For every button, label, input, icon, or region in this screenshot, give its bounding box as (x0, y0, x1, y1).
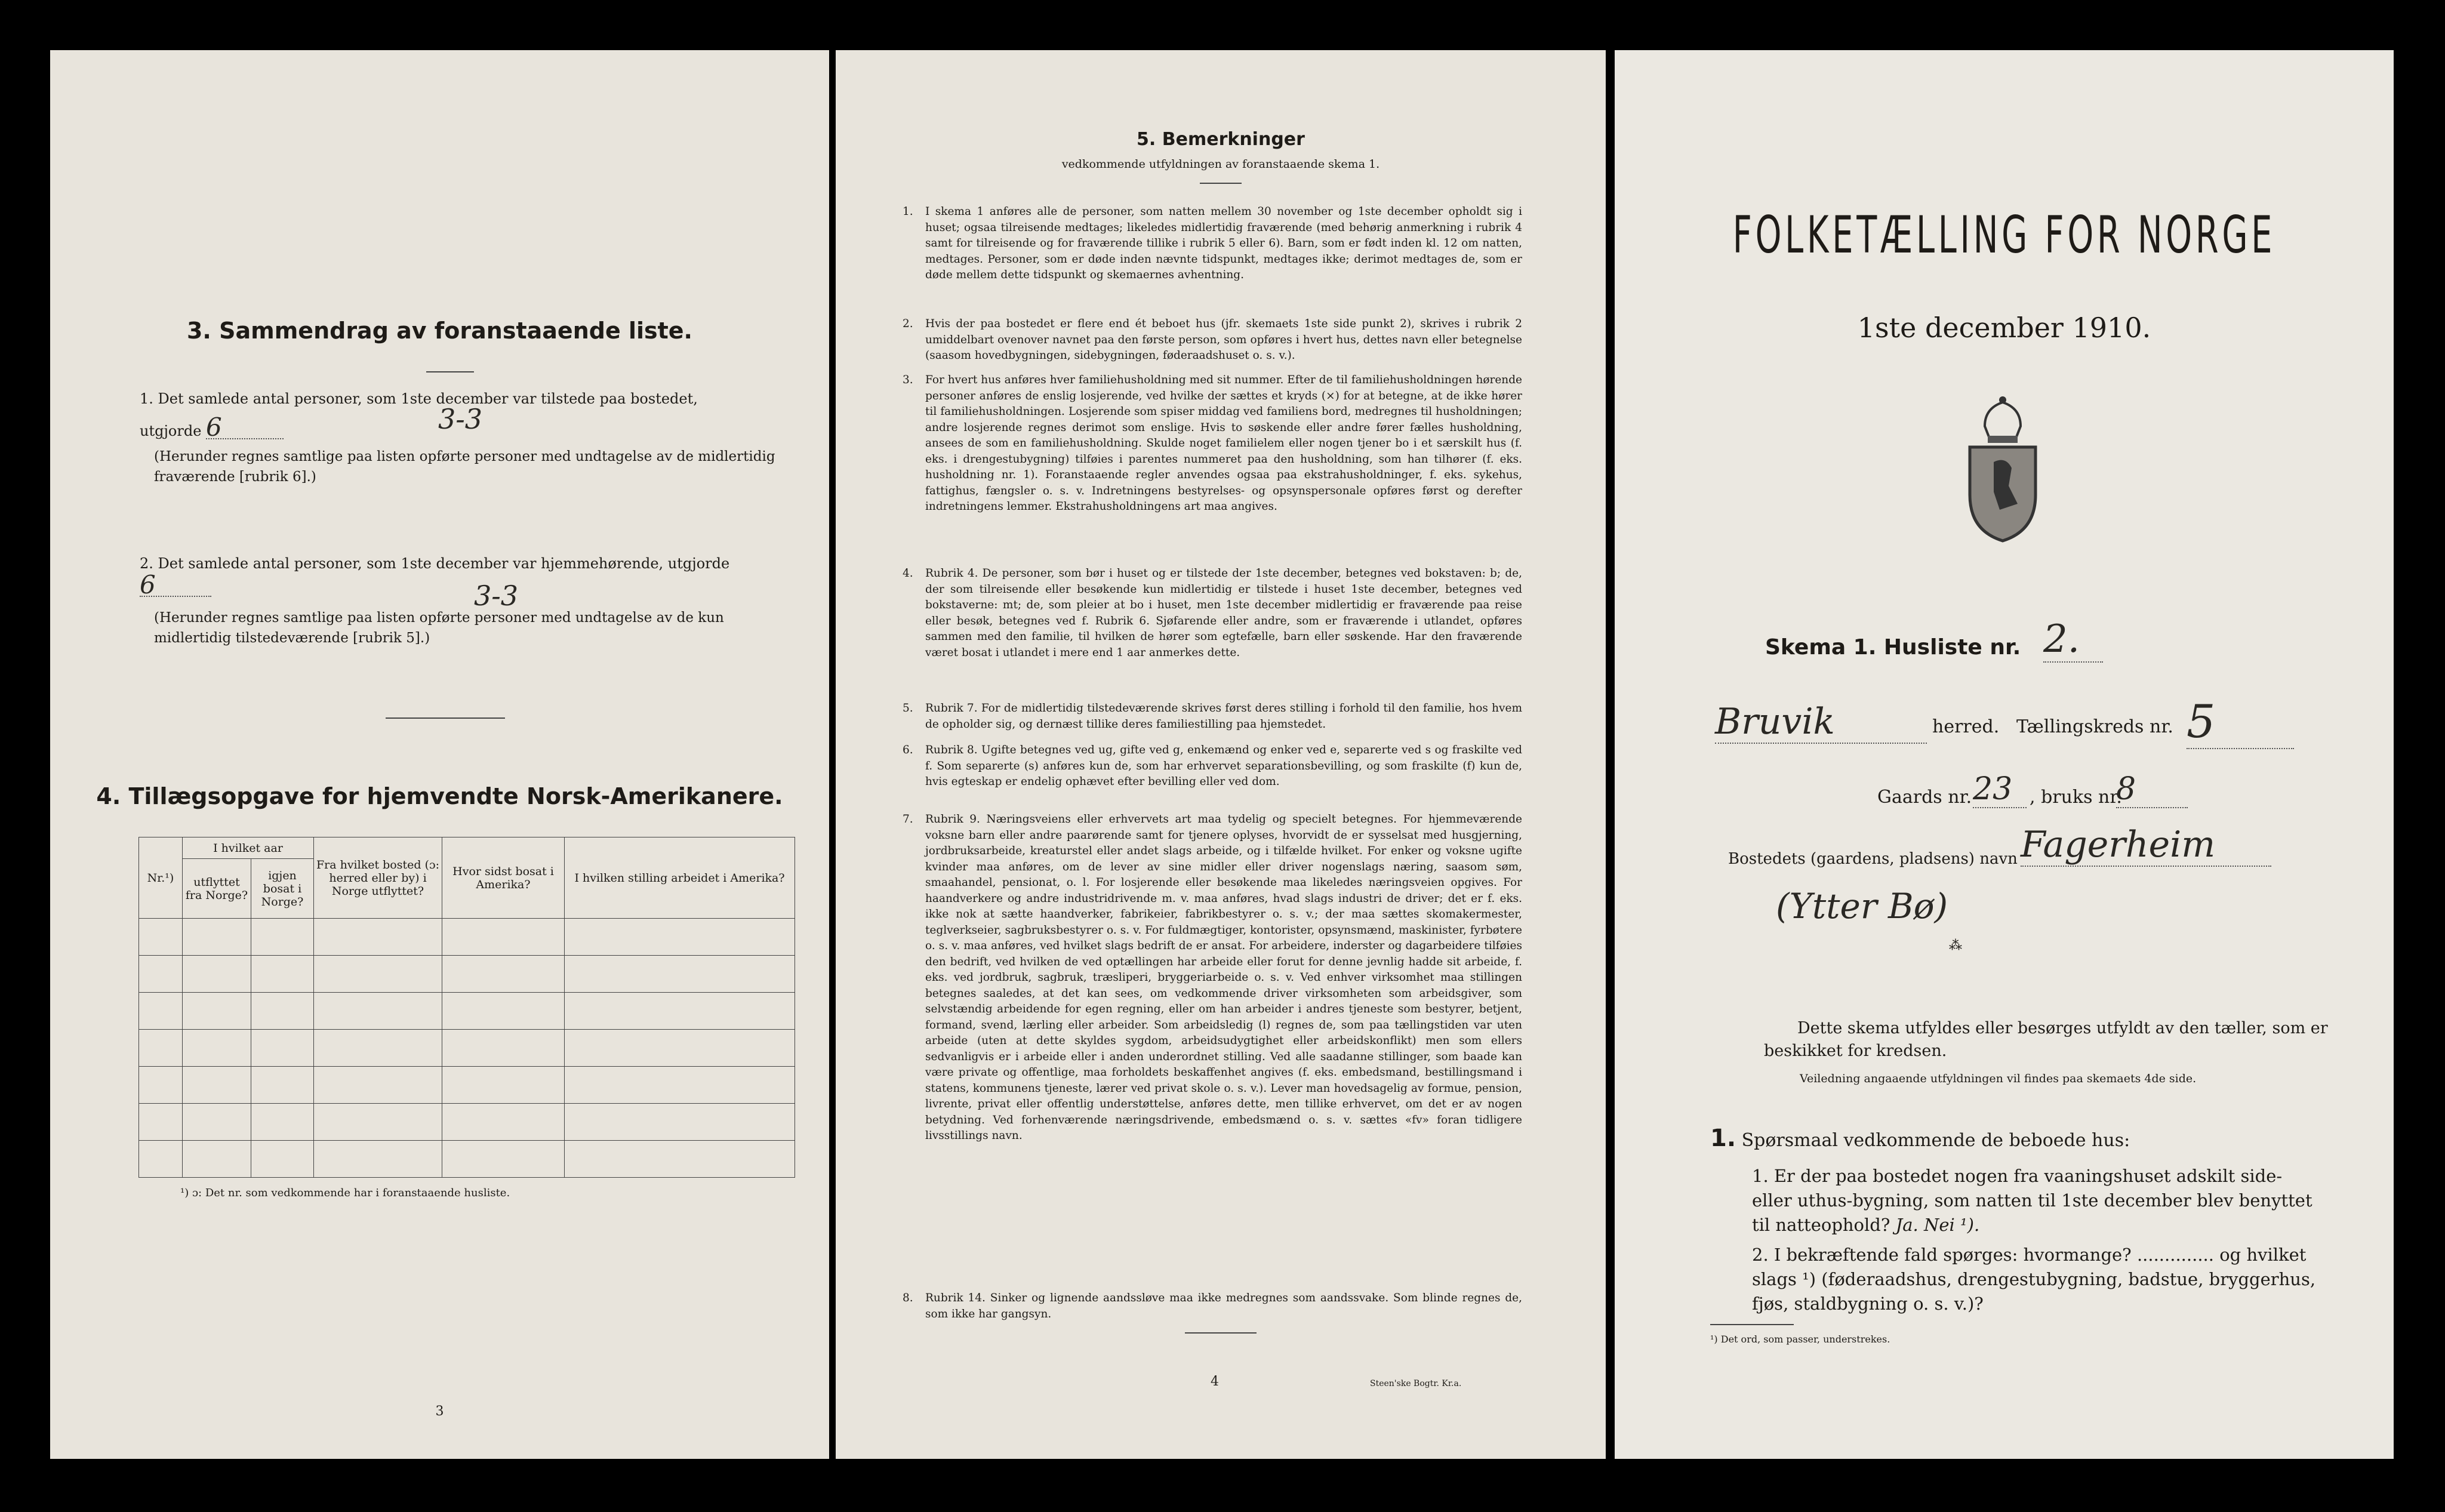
skema-label: Skema 1. Husliste nr. (1765, 635, 2021, 660)
ornament: ⁂ (1949, 938, 1966, 953)
intro-text: Dette skema utfyldes eller besørges utfyldt av den tæller, som er beskikket for kredsen. (1764, 1019, 2328, 1060)
col-fra: Fra hvilket bosted (ɔ: herred eller by) i Norge utflyttet? (314, 837, 442, 919)
item2-value: 6 (140, 574, 211, 597)
col-igjen: igjen bosat i Norge? (251, 859, 314, 919)
middle-page (836, 50, 1606, 1459)
footnote: ¹) Det ord, som passer, understrekes. (1710, 1334, 1890, 1345)
remarks-title: 5. Bemerkninger (1137, 129, 1305, 150)
table-row (139, 956, 795, 993)
item2-note: (Herunder regnes samtlige paa listen opførte personer med undtagelse av de kun midlertidig tilstedeværende [rubrik 5].) (154, 610, 724, 646)
norway-coat-of-arms-icon (1958, 384, 2047, 546)
bosted-label: Bostedets (gaardens, pladsens) navn (1728, 850, 2018, 868)
remarks-subtitle: vedkommende utfyldningen av foranstaaende skema 1. (1061, 158, 1380, 171)
summary-item-2 (140, 553, 802, 648)
item1-note: (Herunder regnes samtlige paa listen opførte personer med undtagelse av de midlertidig fraværende [rubrik 6].) (154, 449, 775, 485)
col-hvor: Hvor sidst bosat i Amerika? (442, 837, 565, 919)
gaards-line (1877, 771, 2295, 817)
gaards-label: Gaards nr. (1877, 787, 1972, 808)
kreds-label: Tællingskreds nr. (2016, 716, 2173, 737)
col-nr: Nr.¹) (139, 837, 183, 919)
divider (1185, 1332, 1257, 1334)
item2-text: 2. Det samlede antal personer, som 1ste december var hjemmehørende, utgjorde (140, 555, 730, 572)
divider (426, 371, 474, 372)
table-row (139, 919, 795, 956)
bruks-value: 8 (2116, 771, 2188, 808)
remark-item-5: 5. Rubrik 7. For de midlertidig tilstedeværende skrives først deres stilling i forhold til den familie, hos hvem de opholder sig, og dernæst tillike deres familiestilling paa hjemstedet. (903, 702, 1522, 731)
remark-item-4: 4. Rubrik 4. De personer, som bør i huset og er tilstede der 1ste december, betegnes ved bokstaven: b; de, der som tilreisende eller besøkende kun midlertidig er tilstede i huset 1ste december, betegnes ved bokstaverne: mt; de, som pleier at bo i huset, men 1ste december midlertidig er fraværende paa reise eller besøk, betegnes ved f. Rubrik 6. Sjøfarende eller andre, som er fraværende i utlandet, opføres sammen med den familie, til hvilken de hører som egtefælle, barn eller søskende. Har den fraværende været bosat i utlandet i mere end 1 aar anmerkes dette. (903, 567, 1522, 659)
item1-value: 6 (206, 417, 284, 439)
item1-handwritten: 3-3 (438, 403, 483, 435)
remark-item-8: 8. Rubrik 14. Sinker og lignende aandssløve maa ikke medregnes som aandssvake. Som blinde regnes de, som ikke har gangsyn. (903, 1292, 1522, 1320)
census-date: 1ste december 1910. (1857, 312, 2151, 344)
right-page (1615, 50, 2394, 1459)
question-2: 2. I bekræftende fald spørges: hvormange? .............. og hvilket slags ¹) (føderaadshus, drengestubygning, badstue, bryggerhus, fjøs, staldbygning o. s. v.)? (1752, 1245, 2316, 1314)
remark-item-6: 6. Rubrik 8. Ugifte betegnes ved ug, gifte ved g, enkemænd og enker ved e, separerte ved s og fraskilte ved f. Som separerte (s) anføres kun de, som har erhvervet separationsbevilling, og som fraskilte (f) kun de, hvis egteskap er endelig ophævet efter bevilling eller ved dom. (903, 744, 1522, 788)
divider (386, 717, 505, 719)
kreds-value: 5 (2187, 695, 2294, 749)
table-row (139, 1104, 795, 1141)
printer-mark: Steen'ske Bogtr. Kr.a. (1370, 1379, 1462, 1388)
gaards-value: 23 (1973, 771, 2027, 808)
herred-line (1715, 695, 2360, 749)
husliste-nr: 2. (2043, 617, 2103, 663)
census-title: FOLKETÆLLING FOR NORGE (1732, 205, 2276, 265)
col-stilling: I hvilken stilling arbeidet i Amerika? (565, 837, 795, 919)
herred-value: Bruvik (1715, 701, 1927, 744)
table-row (139, 1030, 795, 1067)
item2-handwritten: 3-3 (474, 580, 519, 612)
remark-item-3: 3. For hvert hus anføres hver familiehusholdning med sit nummer. Efter de til familiehusholdningen hørende personer anføres de enslig losjerende, ved hvilke der sættes et kryds (×) for at betegne, at de ikke hører til familiehusholdningen. Losjerende som spiser middag ved familiens bord, medregnes til husholdningen; andre losjerende regnes derimot som enslige. Hvis to søskende eller andre fører fælles husholdning, ansees de som en familiehusholdning. Skulde noget familielem eller nogen tjener bo i et særskilt hus (f. eks. i drengestubygning) tilføies i parentes nummeret paa den husholdning, som han tilhører (f. eks. husholdning nr. 1). Foranstaaende regler anvendes ogsaa paa ekstrahusholdninger, f. eks. sykehus, fattighus, fængsler o. s. v. Indretningens bestyrelses- og opsynspersonale opføres først og derefter indretningens lemmer. Ekstrahusholdningens art maa angives. (903, 374, 1522, 513)
section3-title: 3. Sammendrag av foranstaaende liste. (186, 318, 692, 344)
remark-item-7: 7. Rubrik 9. Næringsveiens eller erhvervets art maa tydelig og specielt betegnes. For hjemmeværende voksne barn eller andre paarørende samt for tjenere oplyses, hvorvidt de er sysselsat med husgjerning, jordbruksarbeide, kreaturstel eller andet slags arbeide, og i tilfælde hvilket. For enker og voksne ugifte kvinder maa anføres, om de lever av sine midler eller driver nogenslags næring, saasom søm, smaahandel, pensionat, o. l. For losjerende eller besøkende maa likeledes næringsveien opgives. For haandverkere og andre industridrivende m. v. maa anføres, hvad slags industri de driver; det er f. eks. ikke nok at sætte haandverker, fabrikeier, fabrikbestyrer o. s. v.; der maa sættes skomakermester, teglverkseier, sagbruksbestyrer o. s. v. For fuldmægtiger, kontorister, opsynsmænd, maskinister, fyrbøtere o. s. v. maa anføres, ved hvilket slags bedrift de er ansat. For arbeidere, inderster og dagarbeidere tilføies den bedrift, ved hvilken de ved optællingen har arbeide eller forut for denne jevnlig hadde sit arbeide, f. eks. ved jordbruk, sagbruk, træsliperi, bryggeriarbeide o. s. v. Ved enhver virksomhet maa stillingen betegnes saaledes, at det kan sees, om vedkommende driver virksomheten som arbeidsgiver, som selvstændig arbeidende for egen regning, eller om han arbeider i andres tjeneste som bestyrer, betjent, formand, svend, lærling eller arbeider. Som arbeidsledig (l) regnes de, som paa tællingstiden var uten arbeide (uten at dette skyldes sygdom, arbeidsudygtighet eller arbeidskonflikt) men som ellers sedvanligvis er i arbeide eller i anden underordnet stilling. Ved alle saadanne stillinger, som baade kan være private og offentlige, maa forholdets beskaffenhet angives (f. eks. embedsmand, bestillingsmand i statens, kommunens tjeneste, lærer ved privat skole o. s. v.). Lever man hovedsagelig av formue, pension, livrente, privat eller offentlig understøttelse, anføres dette, men tillike erhvervet, om det er av nogen betydning. Ved forhenværende næringsdrivende, embedsmænd o. s. v. sættes «fv» foran tidligere livsstillings navn. (903, 813, 1522, 1142)
page-number: 3 (435, 1404, 444, 1419)
table-row (139, 993, 795, 1030)
bruks-label: , bruks nr. (2030, 787, 2122, 808)
footnote: ¹) ɔ: Det nr. som vedkommende har i foranstaaende husliste. (180, 1187, 510, 1199)
divider (1200, 183, 1242, 184)
question-1: 1. Er der paa bostedet nogen fra vaaningshuset adskilt side- eller uthus-bygning, som natten til 1ste december blev benyttet til natteophold? Ja. Nei ¹). (1752, 1166, 2312, 1235)
left-page (50, 50, 829, 1459)
remark-item-1: 1. I skema 1 anføres alle de personer, som natten mellem 30 november og 1ste december opholdt sig i huset; ogsaa tilreisende medtages; likeledes midlertidig fraværende (med behørig anmerkning i rubrik 4 samt for tilreisende og for fraværende tillike i rubrik 5 eller 6). Barn, som er født inden kl. 12 om natten, medtages. Personer, som er døde inden nævnte tidspunkt, medtages ikke; derimot medtages de, som er døde mellem dette tidspunkt og skemaernes avhentning. (903, 205, 1522, 281)
veiledning-text: Veiledning angaaende utfyldningen vil findes paa skemaets 4de side. (1800, 1072, 2197, 1085)
q1-answer: Ja. Nei ¹). (1895, 1215, 1980, 1235)
bosted-value-2: (Ytter Bø) (1776, 886, 1948, 926)
item1-text: 1. Det samlede antal personer, som 1ste december var tilstede paa bostedet, (140, 390, 698, 407)
summary-item-1 (140, 388, 802, 487)
herred-label: herred. (1932, 716, 2000, 737)
table-row (139, 1141, 795, 1178)
bosted-value: Fagerheim (2021, 824, 2271, 867)
col-group: I hvilket aar (183, 837, 314, 859)
norsk-amerikanere-table (138, 837, 795, 1178)
remark-item-2: 2. Hvis der paa bostedet er flere end ét beboet hus (jfr. skemaets 1ste side punkt 2), skrives i rubrik 2 umiddelbart ovenover navnet paa den første person, som opføres i hvert hus, dettes navn eller betegnelse (saasom hovedbygningen, sidebygningen, føderaadshuset o. s. v.). (903, 318, 1522, 362)
section4-title: 4. Tillægsopgave for hjemvendte Norsk-Amerikanere. (96, 783, 783, 809)
questions-heading: 1. Spørsmaal vedkommende de beboede hus: (1710, 1125, 2130, 1152)
table-row (139, 1067, 795, 1104)
item1-utgjorde: utgjorde (140, 423, 202, 439)
page-number: 4 (1211, 1374, 1219, 1389)
col-utflyttet: utflyttet fra Norge? (183, 859, 251, 919)
divider (1710, 1324, 1794, 1325)
